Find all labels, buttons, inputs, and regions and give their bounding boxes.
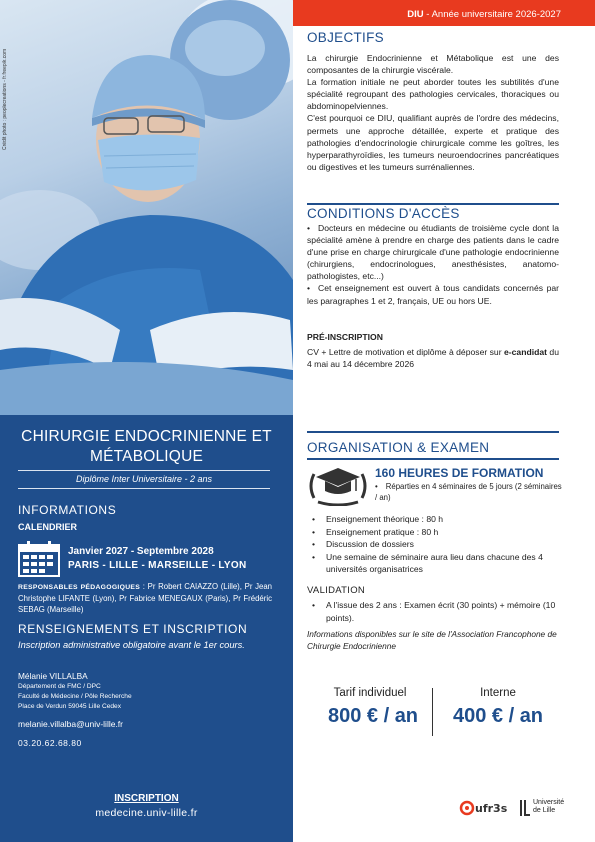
- calendar-cities: PARIS - LILLE - MARSEILLE - LYON: [68, 560, 247, 571]
- contact-email[interactable]: melanie.villalba@univ-lille.fr: [18, 719, 124, 729]
- list-item: • Une semaine de séminaire aura lieu dans chacune des 4 universités organisatrices: [312, 551, 562, 576]
- section-rule: [307, 431, 559, 433]
- validation-heading: VALIDATION: [307, 585, 366, 596]
- graduation-cap-icon: [306, 464, 370, 506]
- inscription-link[interactable]: medecine.univ-lille.fr: [95, 807, 198, 819]
- organisation-heading: ORGANISATION & EXAMEN: [307, 440, 490, 455]
- hours-details: • Réparties en 4 séminaires de 5 jours (2 séminaires / an): [375, 481, 565, 503]
- objectifs-text: La chirurgie Endocrinienne et Métabolique est une des composantes de la chirurgie viscérale. La formation initiale ne peut aborder toutes les subtilités d'une spécialité regroupant des pathologies cervicales, thoraciques ou abdominopelviennes. C'est pourquoi ce DIU, qualifiant auprès de l'ordre des médecins, permets une approche détaillée, experte et pratique des pathologies d'endocrinologie chirurgicale comme les goîtres, les hyperparathyroïdies, les tumeurs neuroendocrines pancréatiques ou digestives et les tumeurs surrénaliennes.: [307, 53, 559, 172]
- contact-phone: 03.20.62.68.80: [18, 738, 82, 748]
- individual-price-label: Tarif individuel: [333, 687, 407, 699]
- preinscription-heading: PRÉ-INSCRIPTION: [307, 332, 383, 342]
- preinscription-text: CV + Lettre de motivation et diplôme à déposer sur e-candidat du 4 mai au 14 décembre 2026: [307, 347, 559, 370]
- surgeons-illustration: [0, 0, 293, 415]
- header-text: DIU - Année universitaire 2026-2027: [407, 9, 561, 20]
- univ-lille-logo: Université de Lille: [533, 799, 565, 814]
- conditions-text: [307, 222, 559, 307]
- intern-price: 400 € / an: [452, 705, 544, 727]
- section-rule: [307, 203, 559, 205]
- surgery-photo: [0, 0, 293, 415]
- contact-name: Mélanie VILLALBA: [18, 671, 88, 681]
- calendar-dates: Janvier 2027 - Septembre 2028: [68, 546, 214, 557]
- list-item: • A l'issue des 2 ans : Examen écrit (30 points) + mémoire (10 points).: [312, 599, 562, 624]
- hours-heading: 160 HEURES DE FORMATION: [375, 466, 544, 480]
- conditions-bullet: • Docteurs en médecine ou étudiants de troisième cycle dont la spécialité amène à prendre en charge des patients dans le cadre d'une prise en charge chirurgicale d'une pathologie endocrinienne (chirurgiens, endocrinologues, anesthésistes, anatomo-pathologistes, etc...): [307, 222, 559, 282]
- divider: [18, 488, 270, 489]
- individual-price: 800 € / an: [327, 705, 419, 727]
- calendar-heading: CALENDRIER: [18, 522, 78, 532]
- contact-faculty: Faculté de Médecine / Pôle Recherche: [18, 693, 132, 700]
- section-rule: [307, 458, 559, 460]
- univ-lille-mark: [519, 800, 531, 816]
- organisation-list: [312, 513, 562, 576]
- intern-price-label: Interne: [480, 687, 516, 699]
- calendar-icon: [18, 541, 60, 577]
- price-divider: [432, 688, 433, 736]
- program-title: CHIRURGIE ENDOCRINIENNE ET MÉTABOLIQUE: [21, 428, 272, 465]
- photo-credit: Crédit photo : peoplecreations - fr.freepik.com: [2, 48, 8, 150]
- responsables: RESPONSABLES PÉDAGOGIQUES : Pr Robert CAIAZZO (Lille), Pr Jean Christophe LIFANTE (Lyon), Pr Fabrice MENEGAUX (Paris), Pr Frédéric SEBAG (Marseille): [18, 582, 273, 614]
- contact-address: Place de Verdun 59045 Lille Cedex: [18, 703, 122, 710]
- conditions-bullet: • Cet enseignement est ouvert à tous candidats concernés par les paragraphes 1 et 2, français, UE ou hors UE.: [307, 282, 559, 306]
- svg-text:ufr3s: ufr3s: [475, 802, 508, 815]
- diploma-type: Diplôme Inter Universitaire - 2 ans: [75, 474, 213, 484]
- header-bar: [293, 0, 595, 26]
- admin-note: Inscription administrative obligatoire avant le 1er cours.: [18, 640, 245, 650]
- ufr3s-logo: [459, 798, 509, 820]
- validation-list: [312, 599, 562, 624]
- objectifs-heading: OBJECTIFS: [307, 30, 384, 45]
- informations-heading: INFORMATIONS: [18, 503, 117, 517]
- info-panel: [0, 415, 293, 842]
- list-item: • Enseignement théorique : 80 h: [312, 513, 562, 526]
- info-note: Informations disponibles sur le site de l'Association Francophone de Chirurgie Endocrinienne: [307, 629, 557, 651]
- divider: [18, 470, 270, 471]
- list-item: • Enseignement pratique : 80 h: [312, 526, 562, 539]
- renseignements-heading: RENSEIGNEMENTS ET INSCRIPTION: [18, 622, 248, 636]
- conditions-heading: CONDITIONS D'ACCÈS: [307, 206, 460, 221]
- inscription-label: INSCRIPTION: [114, 793, 179, 804]
- list-item: • Discussion de dossiers: [312, 538, 562, 551]
- ecandidat-link[interactable]: e-candidat: [504, 347, 547, 357]
- contact-dept: Département de FMC / DPC: [18, 683, 101, 690]
